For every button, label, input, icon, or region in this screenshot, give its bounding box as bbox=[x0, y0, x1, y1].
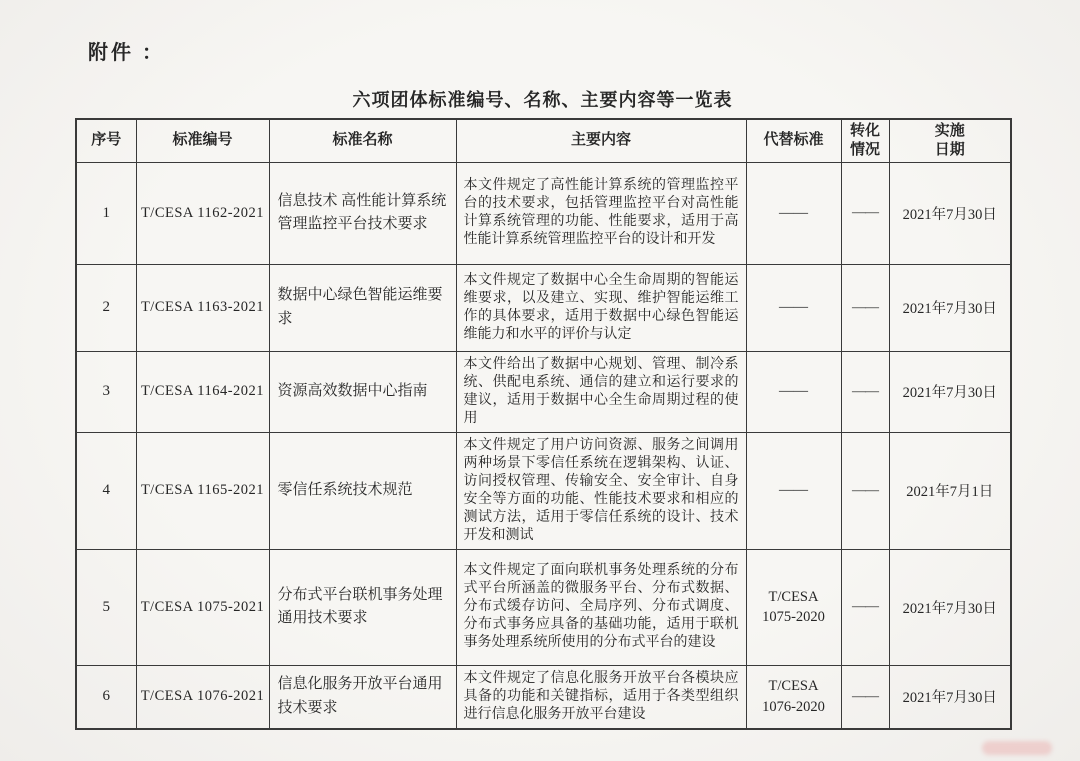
table-row bbox=[76, 665, 1011, 729]
header-no: 序号 bbox=[76, 119, 136, 162]
cell-standard-code: T/CESA 1075-2021 bbox=[136, 549, 269, 665]
cell-conversion-status: —— bbox=[841, 665, 889, 729]
cell-implementation-date: 2021年7月30日 bbox=[889, 351, 1011, 432]
cell-standard-code: T/CESA 1162-2021 bbox=[136, 162, 269, 264]
cell-replaced-standard: —— bbox=[746, 264, 841, 351]
scan-artifact bbox=[982, 741, 1052, 755]
standards-table bbox=[75, 118, 1012, 730]
cell-conversion-status: —— bbox=[841, 162, 889, 264]
cell-implementation-date: 2021年7月30日 bbox=[889, 549, 1011, 665]
cell-replaced-standard: —— bbox=[746, 432, 841, 549]
cell-replaced-standard: T/CESA 1075-2020 bbox=[746, 549, 841, 665]
header-code: 标准编号 bbox=[136, 119, 269, 162]
cell-standard-code: T/CESA 1164-2021 bbox=[136, 351, 269, 432]
header-content: 主要内容 bbox=[456, 119, 746, 162]
table-row bbox=[76, 549, 1011, 665]
cell-implementation-date: 2021年7月30日 bbox=[889, 264, 1011, 351]
header-date: 实施日期 bbox=[889, 119, 1011, 162]
cell-standard-code: T/CESA 1076-2021 bbox=[136, 665, 269, 729]
cell-implementation-date: 2021年7月30日 bbox=[889, 665, 1011, 729]
cell-no: 6 bbox=[76, 665, 136, 729]
cell-standard-code: T/CESA 1165-2021 bbox=[136, 432, 269, 549]
header-name: 标准名称 bbox=[269, 119, 456, 162]
cell-standard-code: T/CESA 1163-2021 bbox=[136, 264, 269, 351]
cell-conversion-status: —— bbox=[841, 432, 889, 549]
cell-implementation-date: 2021年7月30日 bbox=[889, 162, 1011, 264]
cell-standard-name: 分布式平台联机事务处理通用技术要求 bbox=[269, 549, 456, 665]
cell-no: 5 bbox=[76, 549, 136, 665]
cell-standard-name: 零信任系统技术规范 bbox=[269, 432, 456, 549]
cell-main-content: 本文件规定了面向联机事务处理系统的分布式平台所涵盖的微服务平台、分布式数据、分布式缓存访问、全局序列、分布式调度、分布式事务应具备的基础功能，适用于联机事务处理系统所使用的分布式平台的建设 bbox=[456, 549, 746, 665]
cell-replaced-standard: T/CESA 1076-2020 bbox=[746, 665, 841, 729]
cell-main-content: 本文件给出了数据中心规划、管理、制冷系统、供配电系统、通信的建立和运行要求的建议，适用于数据中心全生命周期过程的使用 bbox=[456, 351, 746, 432]
table-row bbox=[76, 162, 1011, 264]
cell-conversion-status: —— bbox=[841, 264, 889, 351]
table-row bbox=[76, 432, 1011, 549]
cell-replaced-standard: —— bbox=[746, 162, 841, 264]
attachment-label: 附件 ： bbox=[88, 42, 165, 64]
cell-conversion-status: —— bbox=[841, 351, 889, 432]
cell-standard-name: 信息技术 高性能计算系统管理监控平台技术要求 bbox=[269, 162, 456, 264]
table-row bbox=[76, 264, 1011, 351]
cell-no: 1 bbox=[76, 162, 136, 264]
cell-conversion-status: —— bbox=[841, 549, 889, 665]
cell-main-content: 本文件规定了信息化服务开放平台各模块应具备的功能和关键指标，适用于各类型组织进行信息化服务开放平台建设 bbox=[456, 665, 746, 729]
cell-main-content: 本文件规定了用户访问资源、服务之间调用两种场景下零信任系统在逻辑架构、认证、访问授权管理、传输安全、安全审计、自身安全等方面的功能、性能技术要求和相应的测试方法，适用于零信任系统的设计、技术开发和测试 bbox=[456, 432, 746, 549]
cell-standard-name: 数据中心绿色智能运维要求 bbox=[269, 264, 456, 351]
table-header-row bbox=[76, 119, 1011, 162]
header-conversion: 转化情况 bbox=[841, 119, 889, 162]
page-title: 六项团体标准编号、名称、主要内容等一览表 bbox=[352, 90, 733, 110]
header-replaced: 代替标准 bbox=[746, 119, 841, 162]
cell-main-content: 本文件规定了数据中心全生命周期的智能运维要求，以及建立、实现、维护智能运维工作的具体要求，适用于数据中心绿色智能运维能力和水平的评价与认定 bbox=[456, 264, 746, 351]
cell-replaced-standard: —— bbox=[746, 351, 841, 432]
cell-no: 4 bbox=[76, 432, 136, 549]
cell-implementation-date: 2021年7月1日 bbox=[889, 432, 1011, 549]
cell-standard-name: 资源高效数据中心指南 bbox=[269, 351, 456, 432]
table-row bbox=[76, 351, 1011, 432]
cell-standard-name: 信息化服务开放平台通用技术要求 bbox=[269, 665, 456, 729]
cell-no: 3 bbox=[76, 351, 136, 432]
cell-no: 2 bbox=[76, 264, 136, 351]
cell-main-content: 本文件规定了高性能计算系统的管理监控平台的技术要求，包括管理监控平台对高性能计算系统管理的功能、性能要求，适用于高性能计算系统管理监控平台的设计和开发 bbox=[456, 162, 746, 264]
